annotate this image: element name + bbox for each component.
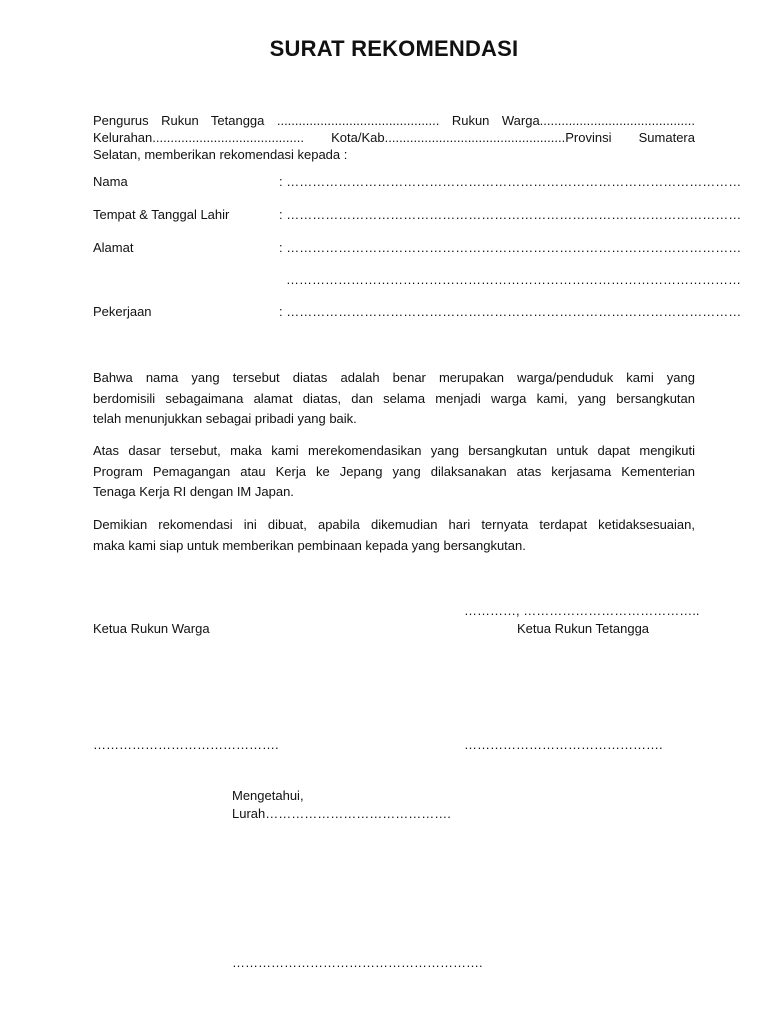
field-label-occupation: Pekerjaan <box>93 304 152 319</box>
field-value-nama: : …………………………………………………………………………………………… <box>279 174 742 189</box>
field-label-nama: Nama <box>93 174 128 189</box>
intro-line: Selatan, memberikan rekomendasi kepada : <box>93 147 348 162</box>
signature-line-rt: ………………………………………. <box>464 737 663 752</box>
body-paragraph-2 <box>93 441 695 503</box>
paragraph-line: maka kami siap untuk memberikan pembinaan kepada yang bersangkutan. <box>93 537 526 553</box>
field-value-address: : …………………………………………………………………………………………… <box>279 240 742 255</box>
paragraph-line: Atas dasar tersebut, maka kami merekomendasikan yang bersangkutan untuk dapat mengikuti <box>93 443 695 458</box>
paragraph-line: Tenaga Kerja RI dengan IM Japan. <box>93 484 294 499</box>
signature-title-rt: Ketua Rukun Tetangga <box>517 621 650 636</box>
paragraph-line: berdomisili sebagaimana alamat diatas, dan selama menjadi warga kami, yang bersangkutan <box>93 390 695 406</box>
document-title: SURAT REKOMENDASI <box>269 36 519 61</box>
place-date-line: …………, ………………………………….. <box>464 603 700 618</box>
paragraph-line: telah menunjukkan sebagai pribadi yang baik. <box>93 411 357 426</box>
signature-title-rw: Ketua Rukun Warga <box>93 621 210 636</box>
field-value-birth: : …………………………………………………………………………………………… <box>279 207 742 222</box>
intro-paragraph <box>93 112 695 163</box>
intro-line: Pengurus Rukun Tetangga ............................................. Rukun Warga........................................... <box>93 113 695 128</box>
paragraph-line: Program Pemagangan atau Kerja ke Jepang yang dilaksanakan atas kerjasama Kementerian <box>93 463 695 479</box>
paragraph-line: Bahwa nama yang tersebut diatas adalah benar merupakan warga/penduduk kami yang <box>93 370 695 385</box>
intro-line: Kelurahan.......................................... Kota/Kab..................................................Provinsi Sumatera <box>93 130 695 145</box>
body-paragraph-1 <box>93 368 695 430</box>
field-value-occupation: : …………………………………………………………………………………………… <box>279 304 742 319</box>
body-paragraph-3 <box>93 515 695 556</box>
field-label-birth: Tempat & Tanggal Lahir <box>93 207 230 222</box>
field-value-address-line2: …………………………………………………………………………………………… <box>286 272 741 287</box>
lurah-label: Lurah……………………………………. <box>232 806 451 821</box>
signature-line-rw: ……………………………………. <box>93 737 279 752</box>
paragraph-line: Demikian rekomendasi ini dibuat, apabila dikemudian hari ternyata terdapat ketidaksesuaian, <box>93 517 695 532</box>
signature-line-lurah: …………………………………………………. <box>232 955 483 970</box>
field-label-address: Alamat <box>93 240 134 255</box>
acknowledge-label: Mengetahui, <box>232 788 304 803</box>
